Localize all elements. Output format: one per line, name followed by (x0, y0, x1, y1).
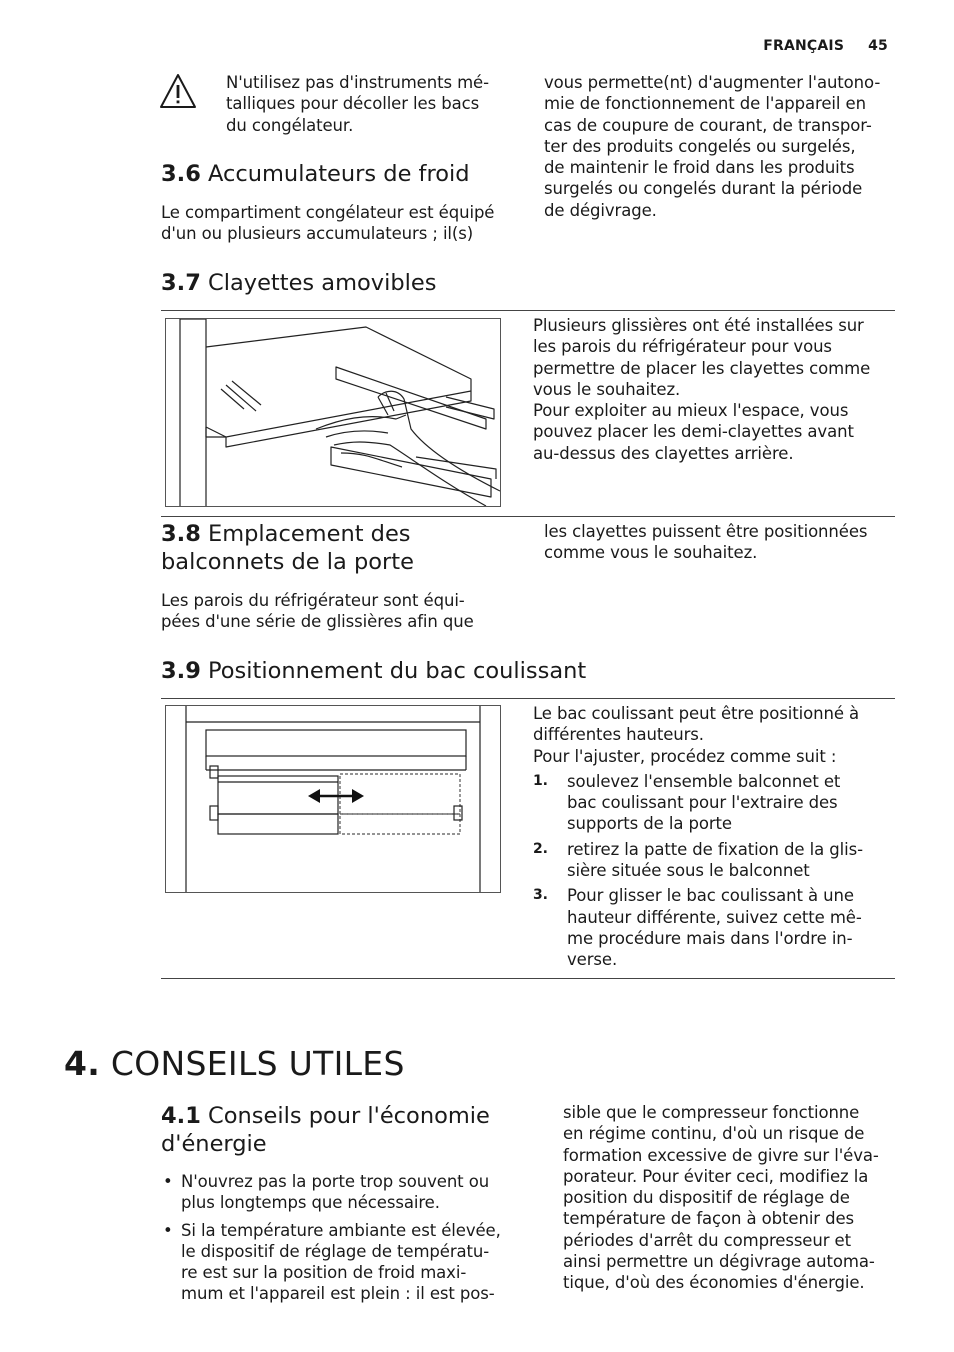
s39-steps-list (533, 771, 895, 971)
section-3-6-heading (161, 160, 470, 188)
s41-right-text: sible que le compresseur fonctionne en régime continu, d'où un risque de formation excessive de givre sur l'éva- porateur. Pour éviter ceci, modifiez la position du dispositif de réglage de température de façon à obtenir des périodes d'arrêt du compresseur et ainsi permettre un dégivrage automa- tique, d'où des économies d'énergie. (563, 1103, 879, 1293)
step-number: 1. (533, 772, 548, 789)
section-3-8-heading (161, 520, 414, 576)
list-item (533, 771, 895, 835)
section-title: Conseils pour l'économie d'énergie (161, 1103, 490, 1157)
s37-paragraph-2: Pour exploiter au mieux l'espace, vous pouvez placer les demi-clayettes avant au-dessus des clayettes arrière. (533, 401, 854, 463)
section-number: 3.6 (161, 161, 201, 187)
bullet-text: Si la température ambiante est élevée, le dispositif de réglage de températu- re est sur la position de froid maxi- mum et l'appareil est plein : il est pos- (181, 1220, 501, 1304)
section-3-9-heading (161, 657, 586, 685)
chapter-title: CONSEILS UTILES (110, 1044, 405, 1083)
header-language: FRANÇAIS (763, 38, 845, 54)
page-header (763, 38, 888, 54)
s37-paragraph-1: Plusieurs glissières ont été installées sur les parois du réfrigérateur pour vous permettre de placer les clayettes comme vous le souhaitez. (533, 316, 871, 399)
bullet-icon: • (163, 1172, 173, 1191)
section-number: 4.1 (161, 1103, 201, 1129)
step-text: retirez la patte de fixation de la glis- sière située sous le balconnet (567, 839, 863, 881)
list-item (161, 1171, 521, 1214)
list-item (161, 1220, 521, 1305)
s41-bullet-list (161, 1171, 521, 1311)
sliding-bin-illustration (165, 705, 501, 893)
s39-intro-2: Pour l'ajuster, procédez comme suit : (533, 746, 837, 766)
chapter-number: 4. (64, 1044, 101, 1083)
section-number: 3.7 (161, 270, 201, 296)
s38-right-text: les clayettes puissent être positionnées comme vous le souhaitez. (544, 522, 868, 563)
s39-text-block (533, 703, 895, 975)
s37-text-block (533, 315, 893, 464)
list-item (533, 885, 895, 970)
section-title: Accumulateurs de froid (208, 161, 470, 187)
step-number: 2. (533, 840, 548, 857)
section-3-7-heading (161, 269, 436, 297)
step-text: Pour glisser le bac coulissant à une hauteur différente, suivez cette mê- me procédure mais dans l'ordre in- verse. (567, 886, 862, 970)
bullet-icon: • (163, 1220, 173, 1240)
section-rule (161, 310, 895, 311)
s36-left-text: Le compartiment congélateur est équipé d'un ou plusieurs accumulateurs ; il(s) (161, 203, 495, 244)
bullet-text: N'ouvrez pas la porte trop souvent ou plus longtemps que nécessaire. (181, 1172, 490, 1213)
step-text: soulevez l'ensemble balconnet et bac coulissant pour l'extraire des supports de la porte (567, 771, 841, 834)
section-rule (161, 516, 895, 517)
warning-triangle-icon (158, 72, 198, 112)
section-title: Clayettes amovibles (208, 270, 437, 296)
list-item (533, 839, 895, 882)
section-number: 3.8 (161, 521, 201, 547)
warning-text: N'utilisez pas d'instruments mé- talliques pour décoller les bacs du congélateur. (226, 73, 489, 135)
chapter-4-heading (64, 1044, 405, 1083)
shelf-illustration (165, 318, 501, 507)
section-rule (161, 698, 895, 699)
s36-right-text: vous permette(nt) d'augmenter l'autono- mie de fonctionnement de l'appareil en cas de coupure de courant, de transpor- ter des produits congelés ou surgelés, de maintenir le froid dans les produits surgelés ou congelés durant la période de dégivrage. (544, 73, 881, 220)
section-number: 3.9 (161, 658, 201, 684)
section-title: Positionnement du bac coulissant (208, 658, 587, 684)
section-rule (161, 978, 895, 979)
s38-left-text: Les parois du réfrigérateur sont équi- pées d'une série de glissières afin que (161, 591, 474, 632)
page-number: 45 (868, 38, 888, 54)
section-title: Emplacement des balconnets de la porte (161, 521, 414, 575)
section-4-1-heading (161, 1102, 490, 1158)
s39-intro-1: Le bac coulissant peut être positionné à différentes hauteurs. (533, 704, 860, 745)
step-number: 3. (533, 887, 548, 904)
